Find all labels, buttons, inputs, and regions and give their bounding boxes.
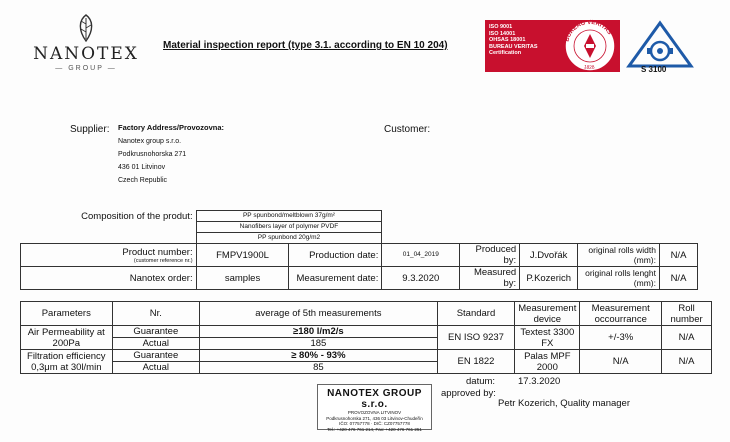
- datum-label: datum:: [466, 376, 496, 387]
- svg-text:1828: 1828: [583, 64, 596, 71]
- measurement-date-value: 9.3.2020: [382, 267, 460, 290]
- measured-by-label: Measured by:: [460, 267, 520, 290]
- address-line: Nanotex group s.r.o.: [118, 138, 182, 145]
- guarantee-value: ≥180 l/m2/s: [200, 326, 438, 338]
- factory-address-title: Factory Address/Provozovna:: [118, 123, 224, 132]
- column-header: Nr.: [112, 302, 200, 326]
- nanotex-order-label: Nanotex order:: [21, 267, 197, 290]
- guarantee-label: Guarantee: [112, 350, 200, 362]
- measurement-results-table: [20, 301, 712, 374]
- roll-width-label: original rolls width (mm):: [578, 244, 660, 267]
- production-date-label: Production date:: [289, 244, 382, 267]
- datum-value: 17.3.2020: [518, 376, 561, 387]
- device-cell: Palas MPF 2000: [515, 350, 580, 374]
- column-header: Measurement device: [515, 302, 580, 326]
- nanotex-logo: [32, 14, 140, 84]
- guarantee-value: ≥ 80% - 93%: [200, 350, 438, 362]
- measurement-date-label: Measurement date:: [289, 267, 382, 290]
- table-header-row: [21, 302, 712, 326]
- svg-text:BUREAU VERITAS: BUREAU VERITAS: [564, 19, 613, 43]
- composition-label: Composition of the produt:: [81, 210, 193, 222]
- approved-by-label: approved by:: [441, 388, 496, 399]
- roll-number-cell: N/A: [662, 326, 712, 350]
- s3100-label: S 3100: [641, 65, 667, 74]
- standard-cell: EN 1822: [437, 350, 515, 374]
- roll-length-label: original rolls lenght (mm):: [578, 267, 660, 290]
- roll-length-value: N/A: [659, 267, 697, 290]
- roll-width-value: N/A: [659, 244, 697, 267]
- column-header: Roll number: [662, 302, 712, 326]
- actual-label: Actual: [112, 362, 200, 374]
- composition-line: Nanofibers layer of polymer PVDF: [196, 222, 382, 233]
- page-title: Material inspection report (type 3.1. according to EN 10 204): [163, 40, 448, 51]
- column-header: Standard: [437, 302, 515, 326]
- address-line: Podkrusnohorska 271: [118, 151, 187, 158]
- device-cell: Textest 3300 FX: [515, 326, 580, 350]
- nanotex-order-value: samples: [196, 267, 289, 290]
- measured-by-value: P.Kozerich: [520, 267, 578, 290]
- logo-wordmark: NANOTEX: [33, 44, 139, 64]
- roll-number-cell: N/A: [662, 350, 712, 374]
- produced-by-label: Produced by:: [460, 244, 520, 267]
- guarantee-label: Guarantee: [112, 326, 200, 338]
- standard-cell: EN ISO 9237: [437, 326, 515, 350]
- company-stamp: NANOTEX GROUP s.r.o. PROVOZOVNA LITVINOV Podkrusnohorska 271, 436 03 Litvinov-Chudeřín IČO: 07757778 · DIČ: CZ07757778 Tel.: +420 476 761 214, Fax: +420 476 761 251: [317, 384, 432, 430]
- produced-by-value: J.Dvořák: [520, 244, 578, 267]
- factory-address: [118, 135, 186, 187]
- production-date-value: 01_04_2019: [382, 244, 460, 267]
- parameter-cell: Air Permeability at 200Pa: [21, 326, 113, 350]
- column-header: Measurement occourrance: [580, 302, 662, 326]
- customer-label: Customer:: [384, 124, 431, 135]
- table-row: [21, 326, 712, 338]
- bureau-veritas-seal-icon: [562, 16, 618, 76]
- logo-subtitle: — GROUP —: [55, 65, 117, 72]
- product-number-label: Product number: (customer reference nr.): [21, 244, 197, 267]
- product-info-table: [20, 210, 698, 290]
- address-line: Czech Republic: [118, 177, 168, 184]
- column-header: Parameters: [21, 302, 113, 326]
- actual-value: 85: [200, 362, 438, 374]
- occurrence-cell: N/A: [580, 350, 662, 374]
- supplier-label: Supplier:: [70, 124, 110, 135]
- actual-value: 185: [200, 338, 438, 350]
- address-line: 436 01 Litvinov: [118, 164, 166, 171]
- column-header: average of 5th measurements: [200, 302, 438, 326]
- cactus-leaf-icon: [73, 14, 99, 42]
- bv-cert-text: ISO 9001 ISO 14001 OHSAS 18001 BUREAU VERITAS Certification: [489, 24, 538, 57]
- occurrence-cell: +/-3%: [580, 326, 662, 350]
- table-row: [21, 350, 712, 362]
- product-number-value: FMPV1900L: [196, 244, 289, 267]
- approver-name: Petr Kozerich, Quality manager: [498, 398, 631, 409]
- actual-label: Actual: [112, 338, 200, 350]
- composition-line: PP spunbond 20g/m2: [196, 233, 382, 244]
- parameter-cell: Filtration efficiency 0,3μm at 30l/min: [21, 350, 113, 374]
- composition-line: PP spunbond/meltblown 37g/m²: [196, 211, 382, 222]
